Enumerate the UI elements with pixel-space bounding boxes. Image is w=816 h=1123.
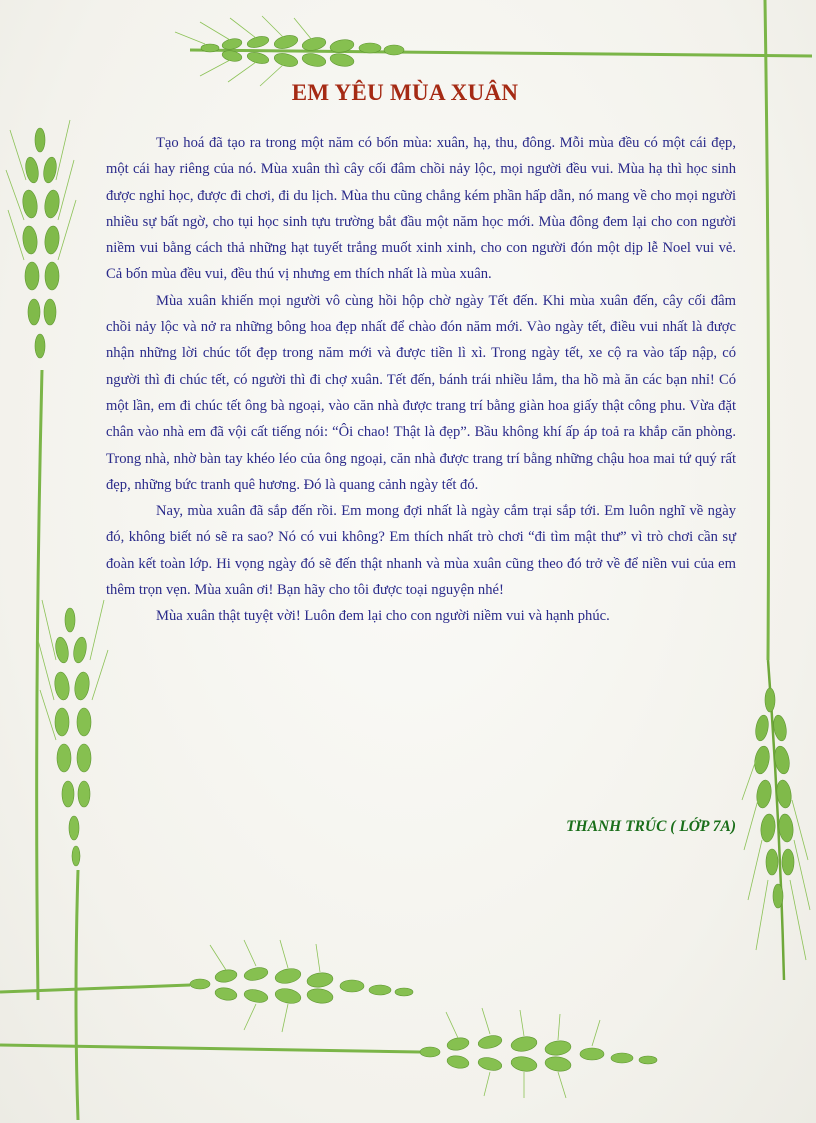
wheat-grass-icon xyxy=(0,940,413,1032)
wheat-grass-icon xyxy=(38,600,108,1120)
paragraph: Nay, mùa xuân đã sắp đến rồi. Em mong đợi nhất là ngày cắm trại sắp tới. Em luôn nghĩ về ngày đó, không biết nó sẽ ra sao? Nó có vui không? Em thích nhất trò chơi “đi tìm mật thư” vì trò chơi cần sự đoàn kết toàn lớp. Hi vọng ngày đó sẽ đến thật nhanh và mùa xuân cũng theo đó trở về để niền vui của em thêm trọn vẹn. Mùa xuân ơi! Bạn hãy cho tôi được toại nguyện nhé! xyxy=(106,503,736,599)
wheat-grass-icon xyxy=(742,0,810,980)
wheat-grass-icon xyxy=(175,16,812,86)
wheat-grass-icon xyxy=(6,120,76,1000)
document-title: EM YÊU MÙA XUÂN xyxy=(291,80,519,105)
author-signature: THANH TRÚC ( LỚP 7A) xyxy=(566,818,736,835)
paragraph: Tạo hoá đã tạo ra trong một năm có bốn mùa: xuân, hạ, thu, đông. Mỗi mùa đều có một cái đẹp, một cái hay riêng của nó. Mùa xuân thì cây cối đâm chồi nảy lộc, mọi người đều vui. Mùa hạ thì học sinh được nghỉ học, được đi chơi, đi du lịch. Mùa thu cũng chẳng kém phần hấp dẫn, nó mang về cho mọi người nhiều sự bất ngờ, cho tụi học sinh tựu trường bắt đầu một năm học mới. Mùa đông đem lại cho con người niềm vui bằng cách thả những hạt tuyết trắng muốt xinh xinh, cho con người đón một dịp lễ Noel vui vẻ. Cả bốn mùa đều vui, đều thú vị nhưng em thích nhất là mùa xuân. xyxy=(106,135,736,283)
document-body xyxy=(106,130,736,630)
paragraph: Mùa xuân thật tuyệt vời! Luôn đem lại cho con người niềm vui và hạnh phúc. xyxy=(156,608,610,625)
wheat-grass-icon xyxy=(0,1008,657,1098)
paragraph: Mùa xuân khiến mọi người vô cùng hồi hộp chờ ngày Tết đến. Khi mùa xuân đến, cây cối đâm chồi nảy lộc và nở ra những bông hoa đẹp nhất để chào đón năm mới. Vào ngày tết, điều vui nhất là được nhận những lời chúc tốt đẹp trong năm mới và được tiền lì xì. Trong ngày tết, xe cộ ra vào tấp nập, có người thì đi chúc tết, có người thì đi chợ xuân. Tết đến, bánh trái nhiều lắm, tha hồ mà ăn các bạn nhỉ! Có một lần, em đi chúc tết ông bà ngoại, vào căn nhà được trang trí bằng giàn hoa giấy thật công phu. Vừa đặt chân vào nhà em đã vội cất tiếng nói: “Ôi chao! Thật là đẹp”. Bầu không khí ấp áp toả ra khắp căn phòng. Trong nhà, nhờ bàn tay khéo léo của ông ngoại, căn nhà được trang trí bằng những chậu hoa mai tứ quý rất đẹp, những bức tranh quê hương. Đó là quang cảnh ngày tết đó. xyxy=(106,292,736,493)
